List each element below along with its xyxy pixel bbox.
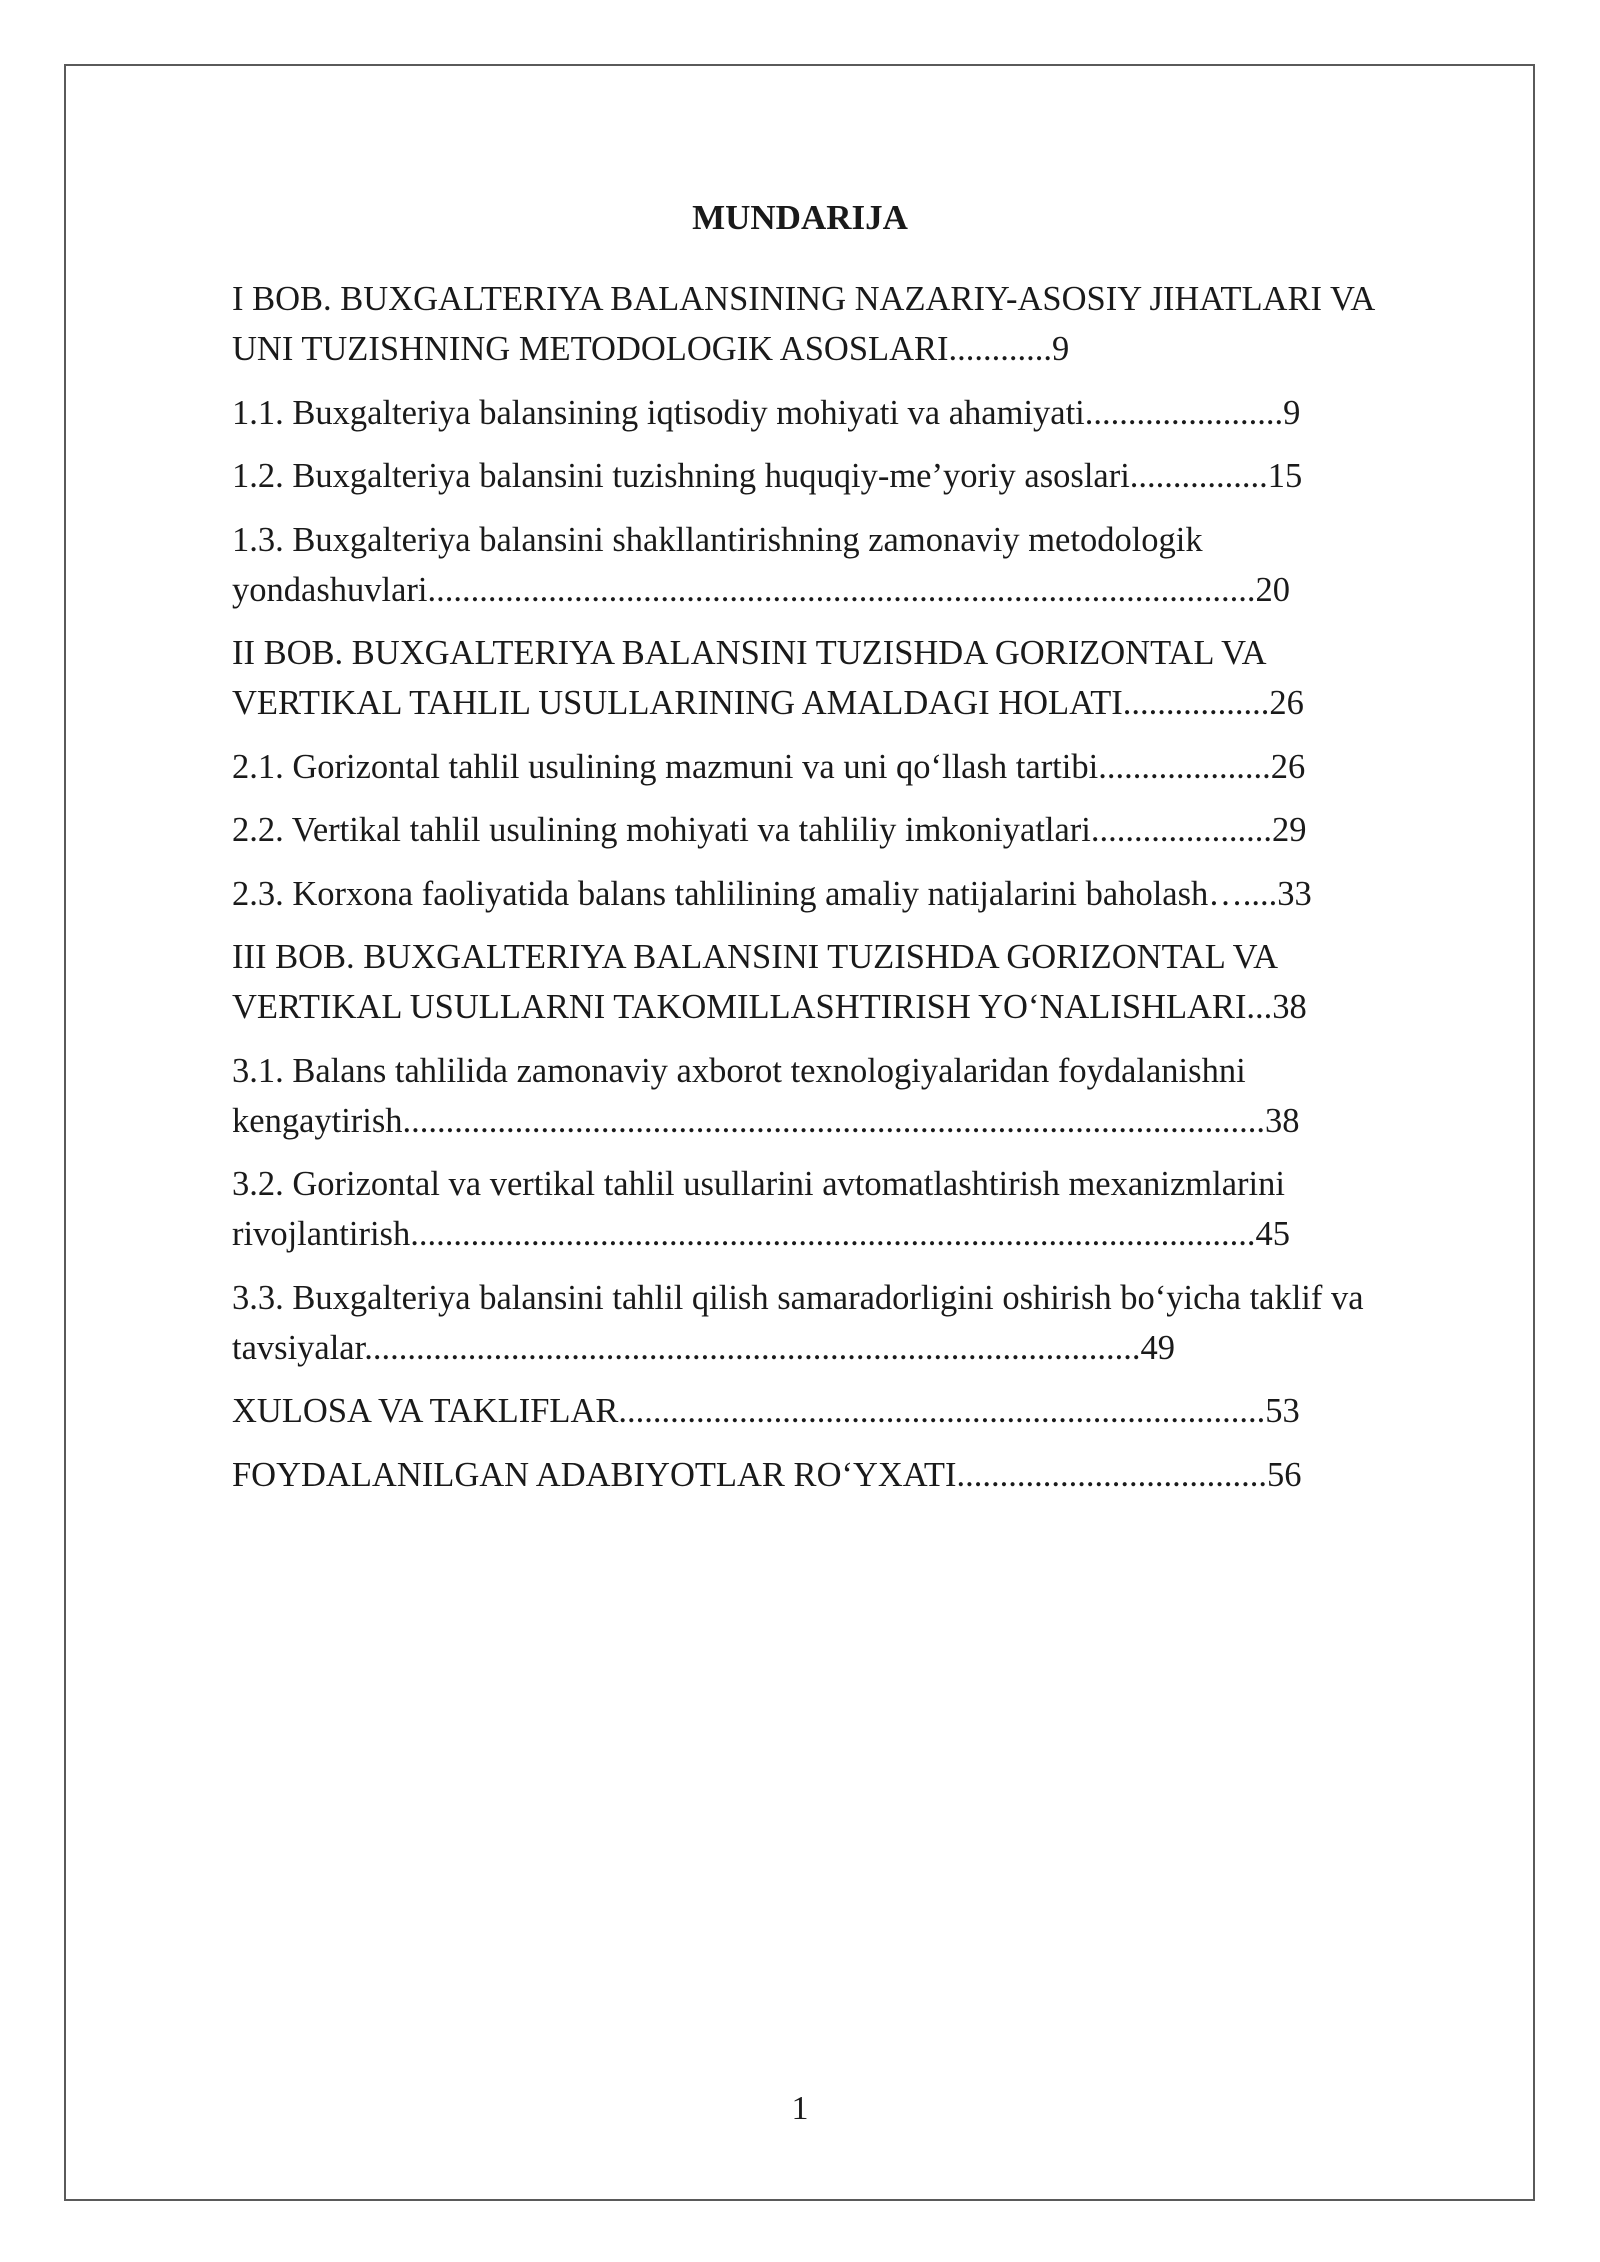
toc-entry-text: 2.3. Korxona faoliyatida balans tahlilining amaliy natijalarini baholash…....33 bbox=[232, 874, 1312, 913]
toc-entry-text: 2.1. Gorizontal tahlil usulining mazmuni va uni qo‘llash tartibi....................26 bbox=[232, 747, 1306, 786]
toc-entry-2-2[interactable] bbox=[232, 805, 1410, 855]
toc-entry-2-1[interactable] bbox=[232, 742, 1410, 792]
toc-entry-1-3[interactable] bbox=[232, 515, 1410, 615]
toc-entry-text: 3.2. Gorizontal va vertikal tahlil usullarini avtomatlashtirish mexanizmlarini rivojlantirish..................................................................................................45 bbox=[232, 1165, 1290, 1253]
toc-entry-text: I BOB. BUXGALTERIYA BALANSINING NAZARIY-ASOSIY JIHATLARI VA UNI TUZISHNING METODOLOGIK ASOSLARI............9 bbox=[232, 280, 1374, 368]
toc-entry-text: 1.2. Buxgalteriya balansini tuzishning huquqiy-me’yoriy asoslari................15 bbox=[232, 457, 1303, 495]
toc-entry-3-1[interactable] bbox=[232, 1046, 1410, 1146]
table-of-contents bbox=[232, 274, 1410, 1513]
toc-entry-chapter-1[interactable] bbox=[232, 274, 1410, 374]
page-number: 1 bbox=[791, 2090, 809, 2127]
toc-entry-text: XULOSA VA TAKLIFLAR...........................................................................53 bbox=[232, 1392, 1300, 1430]
toc-entry-text: 3.1. Balans tahlilida zamonaviy axborot texnologiyalaridan foydalanishni kengaytirish....................................................................................................38 bbox=[232, 1051, 1300, 1140]
toc-entry-3-2[interactable] bbox=[232, 1159, 1410, 1259]
toc-entry-text: II BOB. BUXGALTERIYA BALANSINI TUZISHDA GORIZONTAL VA VERTIKAL TAHLIL USULLARINING AMALDAGI HOLATI.................26 bbox=[232, 634, 1304, 722]
toc-entry-text: FOYDALANILGAN ADABIYOTLAR RO‘YXATI....................................56 bbox=[232, 1455, 1302, 1494]
toc-entry-1-2[interactable] bbox=[232, 451, 1410, 501]
toc-entry-1-1[interactable] bbox=[232, 388, 1410, 438]
toc-entry-conclusion[interactable] bbox=[232, 1386, 1410, 1436]
toc-entry-text: 3.3. Buxgalteriya balansini tahlil qilish samaradorligini oshirish bo‘yicha taklif va tavsiyalar..........................................................................................49 bbox=[232, 1278, 1364, 1367]
page-title: MUNDARIJA bbox=[692, 198, 908, 237]
toc-entry-chapter-2[interactable] bbox=[232, 628, 1410, 728]
toc-entry-bibliography[interactable] bbox=[232, 1450, 1410, 1500]
toc-entry-text: III BOB. BUXGALTERIYA BALANSINI TUZISHDA GORIZONTAL VA VERTIKAL USULLARNI TAKOMILLASHTIRISH YO‘NALISHLARI...38 bbox=[232, 938, 1307, 1026]
toc-entry-3-3[interactable] bbox=[232, 1273, 1410, 1373]
toc-entry-text: 1.3. Buxgalteriya balansini shakllantirishning zamonaviy metodologik yondashuvlari................................................................................................20 bbox=[232, 520, 1290, 609]
toc-entry-text: 2.2. Vertikal tahlil usulining mohiyati va tahliliy imkoniyatlari.....................29 bbox=[232, 811, 1307, 849]
toc-entry-text: 1.1. Buxgalteriya balansining iqtisodiy mohiyati va ahamiyati.......................9 bbox=[232, 393, 1301, 432]
toc-entry-chapter-3[interactable] bbox=[232, 932, 1410, 1032]
toc-entry-2-3[interactable] bbox=[232, 869, 1410, 919]
